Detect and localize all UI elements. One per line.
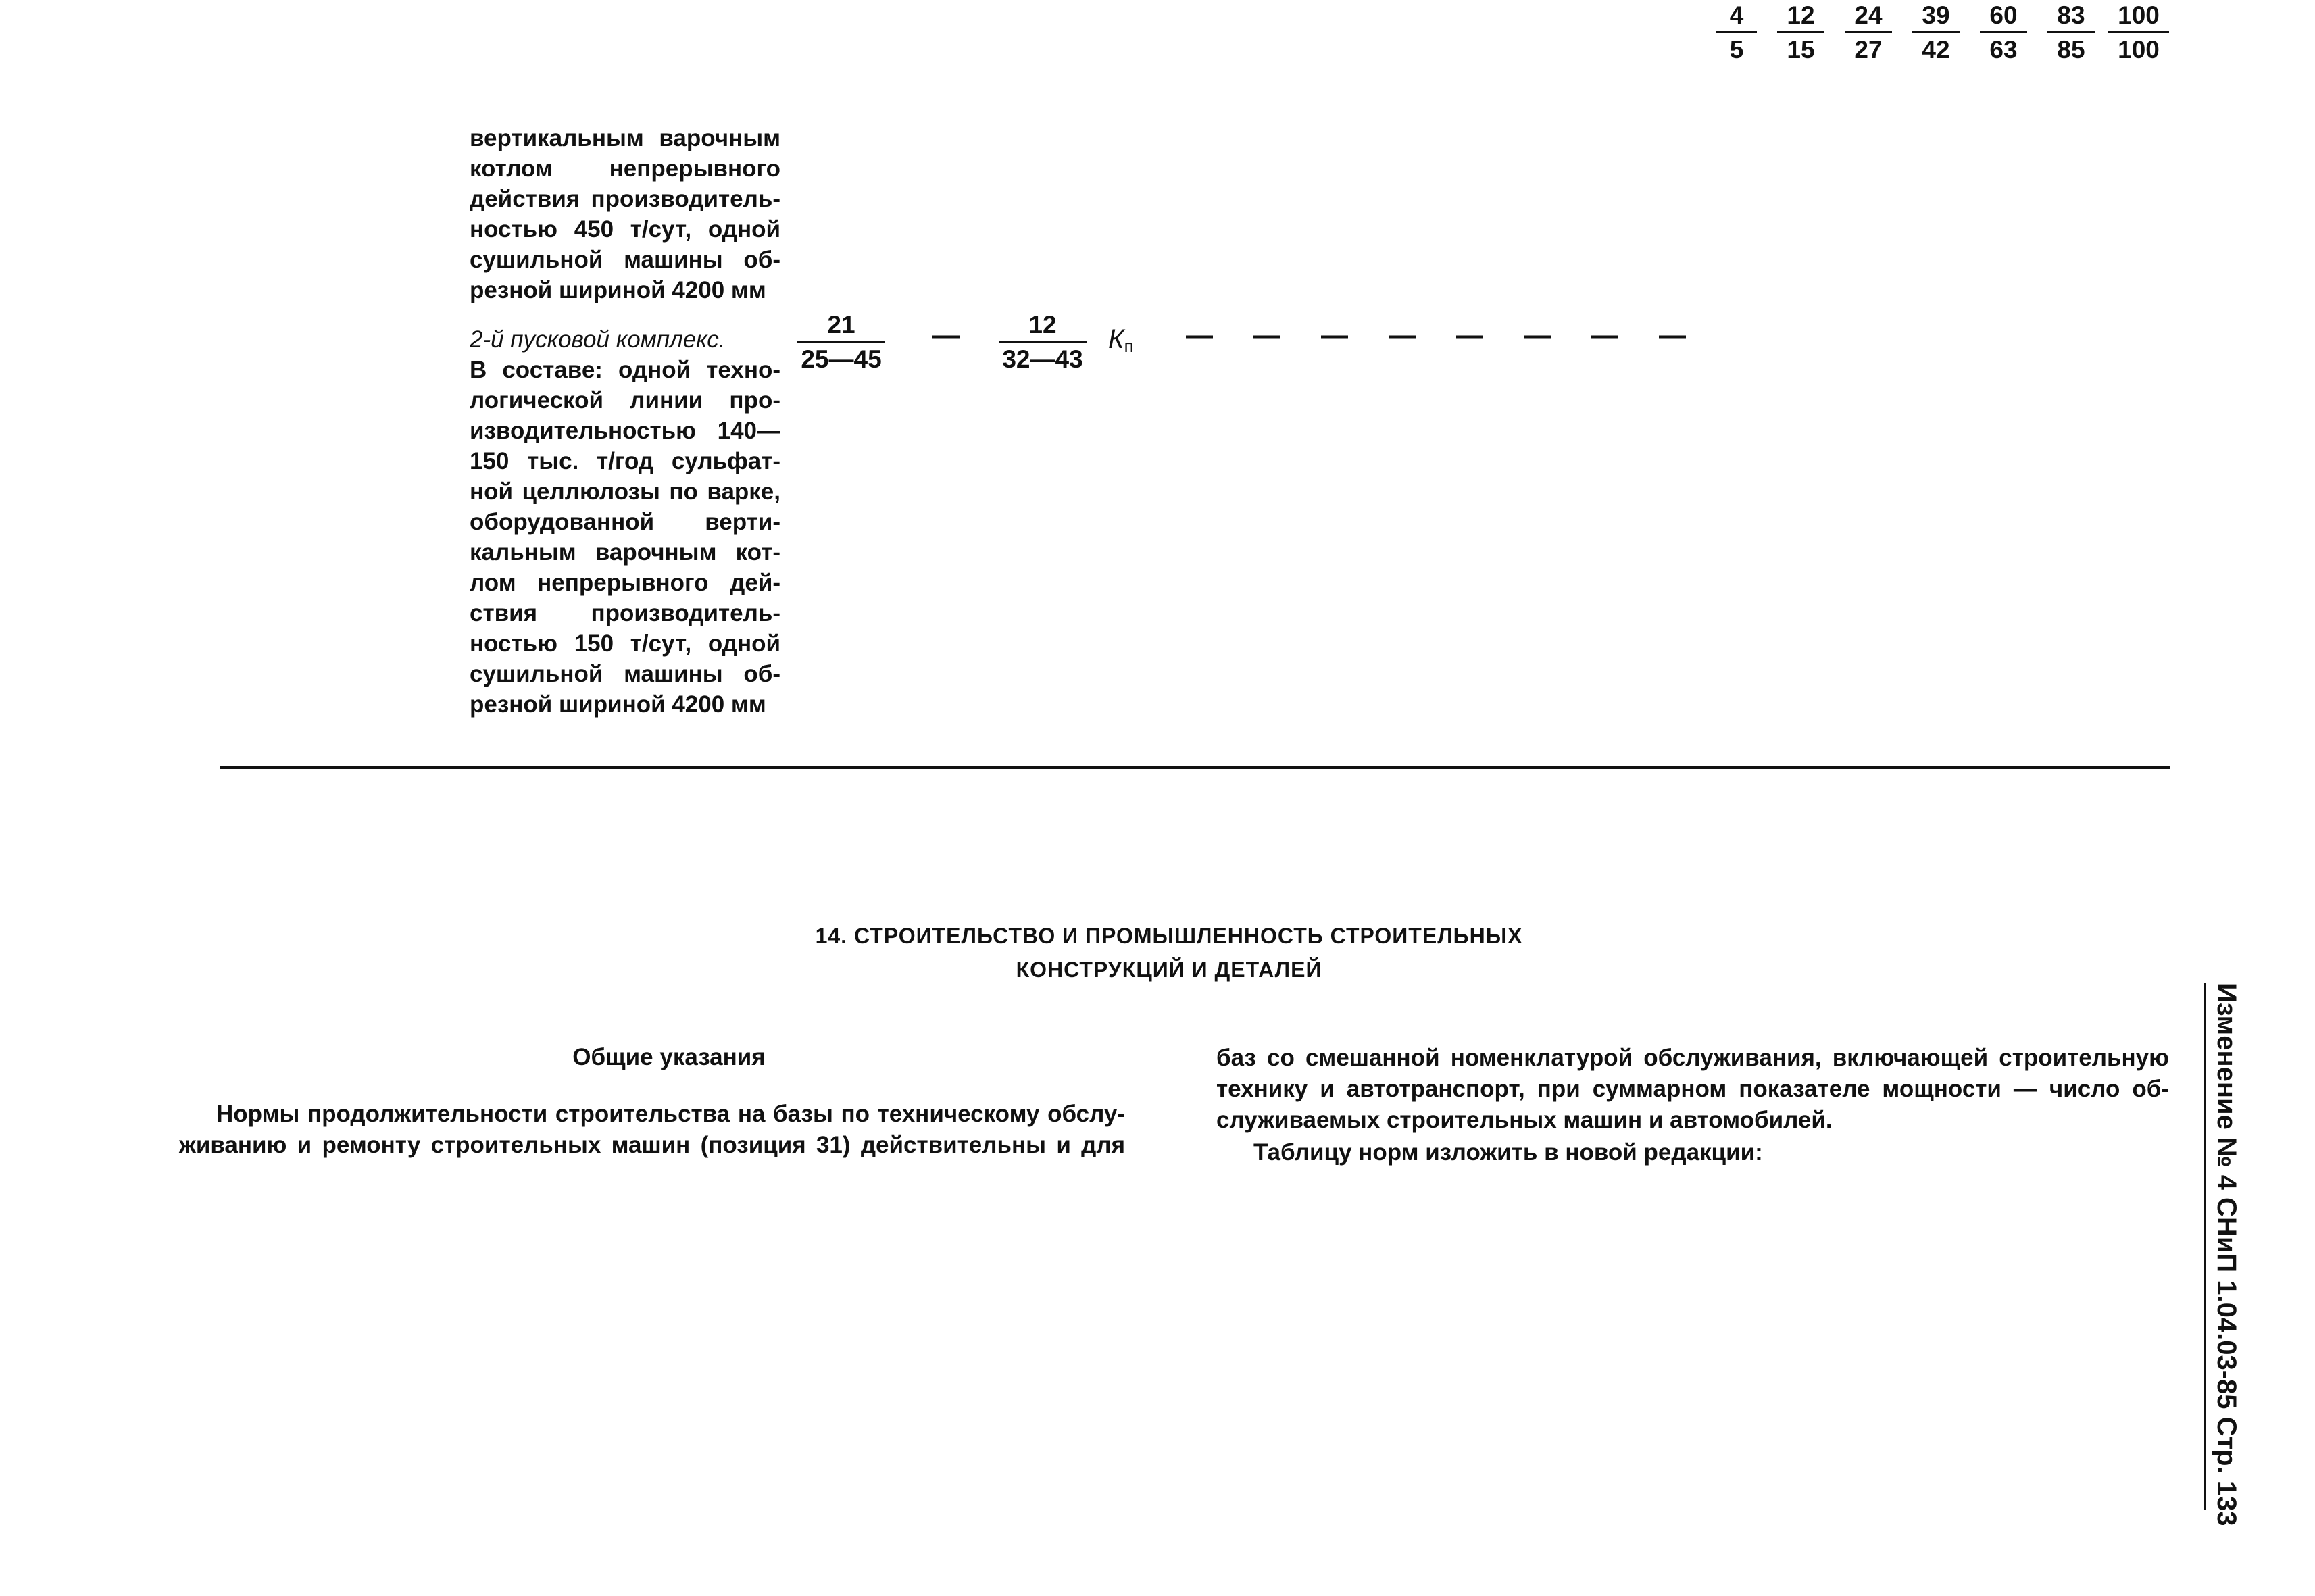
description-line: ностью 450 т/сут, одной bbox=[470, 216, 780, 243]
description-line: оборудованной верти- bbox=[470, 509, 780, 535]
description-line: сушильной машины об- bbox=[470, 661, 780, 687]
description-line: ной целлюлозы по варке, bbox=[470, 478, 780, 505]
right-paragraph bbox=[1216, 1043, 2169, 1136]
description-line: котлом непрерывного bbox=[470, 155, 780, 182]
dash: — bbox=[1321, 320, 1348, 350]
fraction-numerator: 60 bbox=[1980, 0, 2027, 33]
kp-label bbox=[1108, 326, 1134, 359]
percent-fraction bbox=[2108, 0, 2169, 66]
description-line: кальным варочным кот- bbox=[470, 539, 780, 566]
fraction-numerator: 4 bbox=[1716, 0, 1757, 33]
dash: — bbox=[1186, 320, 1213, 350]
fraction-denominator: 100 bbox=[2118, 36, 2160, 64]
fraction-denominator: 25—45 bbox=[801, 345, 882, 373]
paragraph-line: технику и автотранспорт, при суммарном показателе мощности — число об- bbox=[1216, 1076, 2169, 1102]
description-line: ствия производитель- bbox=[470, 600, 780, 626]
kp-subscript: п bbox=[1124, 336, 1134, 356]
fraction-denominator: 85 bbox=[2057, 36, 2085, 64]
description-line: резной шириной 4200 мм bbox=[470, 277, 766, 303]
percent-fraction bbox=[1912, 0, 1960, 66]
kp-main: К bbox=[1108, 324, 1124, 354]
dash: — bbox=[1389, 320, 1416, 350]
description-line: изводительностью 140— bbox=[470, 418, 780, 444]
section-title bbox=[676, 919, 1662, 987]
percent-fraction bbox=[1845, 0, 1892, 66]
fraction-denominator: 5 bbox=[1729, 36, 1744, 64]
fraction-denominator: 15 bbox=[1787, 36, 1815, 64]
dash: — bbox=[1591, 320, 1618, 350]
fraction-denominator: 42 bbox=[1922, 36, 1950, 64]
page-side-label bbox=[2206, 983, 2247, 1526]
description-line: вертикальным варочным bbox=[470, 125, 780, 151]
fraction-numerator: 12 bbox=[1777, 0, 1824, 33]
fraction-numerator: 39 bbox=[1912, 0, 1960, 33]
dash: — bbox=[1524, 320, 1551, 350]
section-title-line: КОНСТРУКЦИЙ И ДЕТАЛЕЙ bbox=[1016, 957, 1322, 982]
description-line: лом непрерывного дей- bbox=[470, 570, 780, 596]
section-title-line: 14. СТРОИТЕЛЬСТВО И ПРОМЫШЛЕННОСТЬ СТРОИТЕЛЬНЫХ bbox=[815, 924, 1523, 948]
fraction-numerator: 21 bbox=[797, 309, 885, 343]
duration-fraction bbox=[797, 309, 885, 375]
description-line: сушильной машины об- bbox=[470, 247, 780, 273]
fraction-denominator: 63 bbox=[1989, 36, 2018, 64]
description-line: В составе: одной техно- bbox=[470, 357, 780, 383]
side-label-text: Изменение № 4 СНиП 1.04.03-85 Стр. 133 bbox=[2204, 983, 2247, 1510]
paragraph-line: Таблицу норм изложить в новой редакции: bbox=[1253, 1139, 1763, 1166]
description-line: действия производитель- bbox=[470, 186, 780, 212]
second-description bbox=[470, 324, 780, 720]
percent-fraction bbox=[2047, 0, 2095, 66]
preparation-fraction bbox=[999, 309, 1087, 375]
paragraph-line: служиваемых строительных машин и автомобилей. bbox=[1216, 1107, 1833, 1133]
description-line: ностью 150 т/сут, одной bbox=[470, 630, 780, 657]
dash: — bbox=[932, 320, 960, 350]
dash: — bbox=[1253, 320, 1280, 350]
fraction-numerator: 100 bbox=[2108, 0, 2169, 33]
percent-fraction bbox=[1716, 0, 1757, 66]
fraction-denominator: 27 bbox=[1854, 36, 1883, 64]
general-instructions-heading: Общие указания bbox=[572, 1044, 766, 1070]
fraction-numerator: 12 bbox=[999, 309, 1087, 343]
fraction-numerator: 83 bbox=[2047, 0, 2095, 33]
dash: — bbox=[1659, 320, 1686, 350]
fraction-numerator: 24 bbox=[1845, 0, 1892, 33]
percent-fraction bbox=[1980, 0, 2027, 66]
description-line: 150 тыс. т/год сульфат- bbox=[470, 448, 780, 474]
right-paragraph-instruction bbox=[1216, 1137, 2169, 1168]
paragraph-line: баз со смешанной номенклатурой обслуживания, включающей строительную bbox=[1216, 1045, 2169, 1071]
complex-heading: 2-й пусковой комплекс. bbox=[470, 326, 726, 353]
dash: — bbox=[1456, 320, 1483, 350]
description-line: логической линии про- bbox=[470, 387, 780, 414]
left-paragraph bbox=[179, 1099, 1125, 1161]
fraction-denominator: 32—43 bbox=[1002, 345, 1083, 373]
description-line: резной шириной 4200 мм bbox=[470, 691, 766, 718]
table-bottom-rule bbox=[220, 766, 2170, 769]
top-description bbox=[470, 123, 780, 305]
percent-fraction bbox=[1777, 0, 1824, 66]
paragraph-line: живанию и ремонту строительных машин (позиция 31) действительны и для bbox=[179, 1132, 1125, 1158]
paragraph-line: Нормы продолжительности строительства на базы по техническому обслу- bbox=[216, 1101, 1125, 1127]
